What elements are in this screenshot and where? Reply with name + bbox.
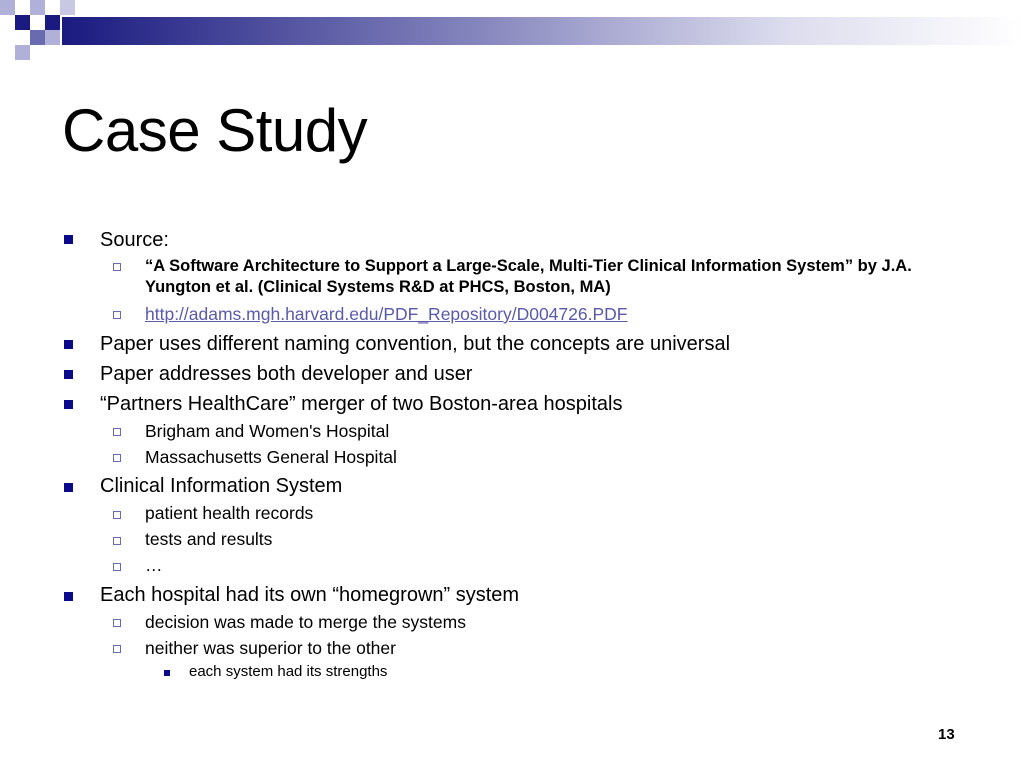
bullet-icon <box>62 235 74 247</box>
bullet-source: Source: <box>100 229 169 251</box>
hospital-1: Brigham and Women's Hospital <box>145 421 390 441</box>
cis-item-1: patient health records <box>145 503 314 523</box>
homegrown-item-2a: each system had its strengths <box>189 663 388 680</box>
homegrown-item-2: neither was superior to the other <box>145 638 396 658</box>
slide-title: Case Study <box>62 97 368 164</box>
sub-bullet-icon <box>113 311 124 322</box>
bullet-homegrown: Each hospital had its own “homegrown” system <box>100 584 520 606</box>
source-link[interactable]: http://adams.mgh.harvard.edu/PDF_Repository/D004726.PDF <box>145 304 628 324</box>
sub-bullet-icon <box>113 511 124 522</box>
bullet-icon <box>62 340 74 352</box>
page-number: 13 <box>938 726 955 743</box>
sub-bullet-icon <box>113 454 124 465</box>
sub-bullet-icon <box>113 563 124 574</box>
bullet-merger: “Partners HealthCare” merger of two Boston-area hospitals <box>100 393 623 415</box>
bullet-cis: Clinical Information System <box>100 475 343 497</box>
bullet-icon <box>62 483 74 495</box>
hospital-2: Massachusetts General Hospital <box>145 447 397 467</box>
sub-bullet-icon <box>113 645 124 656</box>
cis-item-3: … <box>145 555 163 575</box>
sub-bullet-icon <box>113 537 124 548</box>
sub-bullet-icon <box>113 263 124 274</box>
sub-bullet-icon <box>113 619 124 630</box>
sub-sub-bullet-icon <box>164 670 172 678</box>
bullet-icon <box>62 400 74 412</box>
cis-item-2: tests and results <box>145 529 273 549</box>
source-citation: “A Software Architecture to Support a Large-Scale, Multi-Tier Clinical Information System” by J.A. Yungton et al. (Clinical Systems R&D at PHCS, Boston, MA) <box>145 257 912 296</box>
homegrown-item-1: decision was made to merge the systems <box>145 612 466 632</box>
bullet-icon <box>62 592 74 604</box>
bullet-audience: Paper addresses both developer and user <box>100 363 473 385</box>
bullet-naming: Paper uses different naming convention, but the concepts are universal <box>100 333 731 355</box>
sub-bullet-icon <box>113 428 124 439</box>
bullet-icon <box>62 370 74 382</box>
